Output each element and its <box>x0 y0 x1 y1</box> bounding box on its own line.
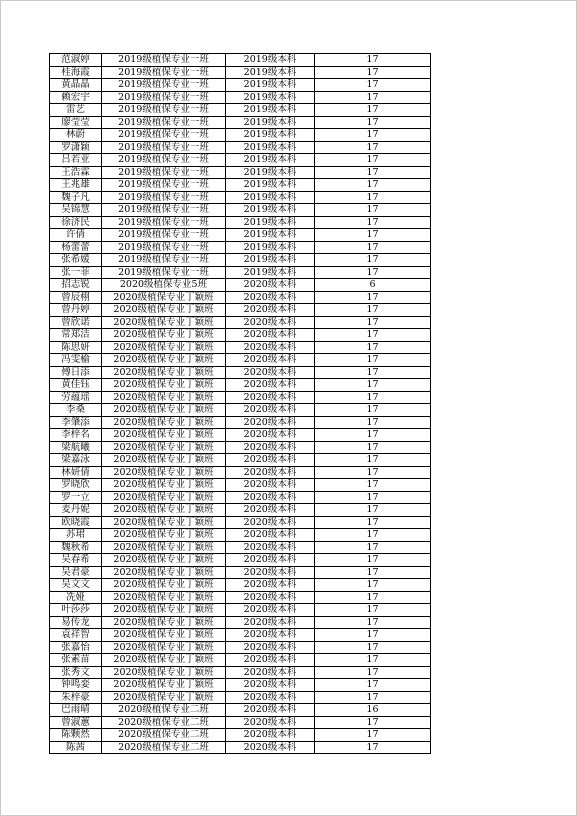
table-row <box>50 741 431 754</box>
grade-cell: 2019级本科 <box>226 241 315 254</box>
class-cell: 2020级植保专业丁颖班 <box>102 641 226 654</box>
class-cell: 2020级植保专业丁颖班 <box>102 454 226 467</box>
grade-cell: 2020级本科 <box>226 504 315 517</box>
class-cell: 2019级植保专业一班 <box>102 266 226 279</box>
class-cell: 2019级植保专业一班 <box>102 66 226 79</box>
table-row <box>50 179 431 192</box>
count-cell: 17 <box>315 179 431 192</box>
count-cell: 17 <box>315 541 431 554</box>
count-cell: 17 <box>315 591 431 604</box>
table-row <box>50 416 431 429</box>
grade-cell: 2020级本科 <box>226 491 315 504</box>
grade-cell: 2019级本科 <box>226 154 315 167</box>
table-row <box>50 454 431 467</box>
grade-cell: 2020级本科 <box>226 316 315 329</box>
grade-cell: 2019级本科 <box>226 116 315 129</box>
table-row <box>50 191 431 204</box>
name-cell: 黄晶晶 <box>50 79 102 92</box>
name-cell: 劳蕴瑶 <box>50 391 102 404</box>
count-cell: 17 <box>315 154 431 167</box>
count-cell: 17 <box>315 566 431 579</box>
table-row <box>50 691 431 704</box>
grade-cell: 2020级本科 <box>226 604 315 617</box>
count-cell: 17 <box>315 266 431 279</box>
grade-cell: 2020级本科 <box>226 516 315 529</box>
grade-cell: 2019级本科 <box>226 229 315 242</box>
name-cell: 梁嘉泳 <box>50 454 102 467</box>
name-cell: 曾丹婷 <box>50 304 102 317</box>
name-cell: 朱梓豪 <box>50 691 102 704</box>
name-cell: 王兆雄 <box>50 179 102 192</box>
grade-cell: 2020级本科 <box>226 379 315 392</box>
name-cell: 廖莹莹 <box>50 116 102 129</box>
grade-cell: 2020级本科 <box>226 329 315 342</box>
grade-cell: 2020级本科 <box>226 429 315 442</box>
name-cell: 曾辰栩 <box>50 291 102 304</box>
grade-cell: 2020级本科 <box>226 441 315 454</box>
class-cell: 2020级植保专业丁颖班 <box>102 354 226 367</box>
grade-cell: 2020级本科 <box>226 416 315 429</box>
name-cell: 许倩 <box>50 229 102 242</box>
grade-cell: 2020级本科 <box>226 479 315 492</box>
count-cell: 17 <box>315 66 431 79</box>
name-cell: 袁祥智 <box>50 629 102 642</box>
table-row <box>50 729 431 742</box>
table-row <box>50 104 431 117</box>
grade-cell: 2019级本科 <box>226 191 315 204</box>
table-row <box>50 554 431 567</box>
count-cell: 17 <box>315 216 431 229</box>
count-cell: 17 <box>315 229 431 242</box>
grade-cell: 2020级本科 <box>226 454 315 467</box>
table-row <box>50 266 431 279</box>
class-cell: 2020级植保专业二班 <box>102 704 226 717</box>
name-cell: 冯雯榆 <box>50 354 102 367</box>
grade-cell: 2020级本科 <box>226 741 315 754</box>
class-cell: 2020级植保专业丁颖班 <box>102 591 226 604</box>
table-row <box>50 129 431 142</box>
table-row <box>50 616 431 629</box>
count-cell: 17 <box>315 241 431 254</box>
table-row <box>50 541 431 554</box>
table-row <box>50 441 431 454</box>
count-cell: 17 <box>315 641 431 654</box>
count-cell: 17 <box>315 254 431 267</box>
count-cell: 17 <box>315 404 431 417</box>
count-cell: 16 <box>315 704 431 717</box>
name-cell: 张嘉怡 <box>50 641 102 654</box>
grade-cell: 2019级本科 <box>226 141 315 154</box>
name-cell: 罗晓欣 <box>50 479 102 492</box>
grade-cell: 2019级本科 <box>226 66 315 79</box>
name-cell: 张一菲 <box>50 266 102 279</box>
table-row <box>50 404 431 417</box>
table-row <box>50 429 431 442</box>
grade-cell: 2019级本科 <box>226 179 315 192</box>
class-cell: 2019级植保专业一班 <box>102 229 226 242</box>
count-cell: 17 <box>315 191 431 204</box>
table-row <box>50 329 431 342</box>
grade-cell: 2020级本科 <box>226 729 315 742</box>
class-cell: 2020级植保专业丁颖班 <box>102 541 226 554</box>
name-cell: 巴雨晴 <box>50 704 102 717</box>
grade-cell: 2020级本科 <box>226 404 315 417</box>
grade-cell: 2020级本科 <box>226 629 315 642</box>
name-cell: 吴锦慧 <box>50 204 102 217</box>
class-cell: 2020级植保专业丁颖班 <box>102 666 226 679</box>
table-row <box>50 204 431 217</box>
name-cell: 易传龙 <box>50 616 102 629</box>
table-row <box>50 116 431 129</box>
class-cell: 2019级植保专业一班 <box>102 154 226 167</box>
name-cell: 范淑婷 <box>50 54 102 67</box>
grade-cell: 2020级本科 <box>226 354 315 367</box>
class-cell: 2019级植保专业一班 <box>102 129 226 142</box>
table-row <box>50 391 431 404</box>
table-row <box>50 466 431 479</box>
table-row <box>50 629 431 642</box>
count-cell: 17 <box>315 579 431 592</box>
grade-cell: 2020级本科 <box>226 391 315 404</box>
table-row <box>50 704 431 717</box>
grade-cell: 2019级本科 <box>226 91 315 104</box>
table-row <box>50 79 431 92</box>
count-cell: 17 <box>315 354 431 367</box>
roster-table <box>49 53 431 754</box>
grade-cell: 2020级本科 <box>226 304 315 317</box>
name-cell: 钟鸣娈 <box>50 679 102 692</box>
count-cell: 17 <box>315 741 431 754</box>
count-cell: 17 <box>315 141 431 154</box>
name-cell: 叶莎莎 <box>50 604 102 617</box>
name-cell: 张希媛 <box>50 254 102 267</box>
count-cell: 17 <box>315 554 431 567</box>
class-cell: 2020级植保专业丁颖班 <box>102 341 226 354</box>
count-cell: 17 <box>315 304 431 317</box>
grade-cell: 2019级本科 <box>226 104 315 117</box>
table-row <box>50 591 431 604</box>
class-cell: 2020级植保专业丁颖班 <box>102 579 226 592</box>
table-row <box>50 716 431 729</box>
grade-cell: 2020级本科 <box>226 466 315 479</box>
table-row <box>50 641 431 654</box>
table-row <box>50 491 431 504</box>
table-row <box>50 304 431 317</box>
grade-cell: 2019级本科 <box>226 166 315 179</box>
name-cell: 傅日添 <box>50 366 102 379</box>
count-cell: 17 <box>315 116 431 129</box>
name-cell: 罗潇颖 <box>50 141 102 154</box>
table-row <box>50 654 431 667</box>
count-cell: 17 <box>315 166 431 179</box>
count-cell: 17 <box>315 654 431 667</box>
count-cell: 17 <box>315 129 431 142</box>
count-cell: 17 <box>315 629 431 642</box>
name-cell: 李肇添 <box>50 416 102 429</box>
table-row <box>50 316 431 329</box>
name-cell: 罗一立 <box>50 491 102 504</box>
grade-cell: 2020级本科 <box>226 341 315 354</box>
name-cell: 吕若亚 <box>50 154 102 167</box>
class-cell: 2019级植保专业一班 <box>102 216 226 229</box>
table-row <box>50 54 431 67</box>
class-cell: 2020级植保专业二班 <box>102 716 226 729</box>
count-cell: 17 <box>315 429 431 442</box>
name-cell: 魏子凡 <box>50 191 102 204</box>
class-cell: 2020级植保专业丁颖班 <box>102 566 226 579</box>
grade-cell: 2020级本科 <box>226 529 315 542</box>
count-cell: 17 <box>315 729 431 742</box>
class-cell: 2020级植保专业丁颖班 <box>102 691 226 704</box>
name-cell: 杨蕾蕾 <box>50 241 102 254</box>
grade-cell: 2020级本科 <box>226 654 315 667</box>
class-cell: 2019级植保专业一班 <box>102 104 226 117</box>
name-cell: 雷艺 <box>50 104 102 117</box>
class-cell: 2020级植保专业丁颖班 <box>102 366 226 379</box>
table-row <box>50 566 431 579</box>
name-cell: 李桑 <box>50 404 102 417</box>
table-row <box>50 66 431 79</box>
name-cell: 林妍倩 <box>50 466 102 479</box>
count-cell: 17 <box>315 516 431 529</box>
class-cell: 2020级植保专业丁颖班 <box>102 429 226 442</box>
count-cell: 17 <box>315 441 431 454</box>
roster-table-body <box>50 54 431 754</box>
class-cell: 2020级植保专业丁颖班 <box>102 304 226 317</box>
class-cell: 2019级植保专业一班 <box>102 54 226 67</box>
grade-cell: 2020级本科 <box>226 679 315 692</box>
table-row <box>50 166 431 179</box>
count-cell: 17 <box>315 291 431 304</box>
name-cell: 吴春希 <box>50 554 102 567</box>
name-cell: 黄佳钰 <box>50 379 102 392</box>
name-cell: 冼娅 <box>50 591 102 604</box>
grade-cell: 2019级本科 <box>226 216 315 229</box>
count-cell: 17 <box>315 679 431 692</box>
name-cell: 李梓名 <box>50 429 102 442</box>
count-cell: 17 <box>315 604 431 617</box>
name-cell: 魏秋希 <box>50 541 102 554</box>
name-cell: 林蔚 <box>50 129 102 142</box>
table-row <box>50 279 431 292</box>
count-cell: 17 <box>315 616 431 629</box>
grade-cell: 2020级本科 <box>226 691 315 704</box>
name-cell: 陈茜 <box>50 741 102 754</box>
table-row <box>50 379 431 392</box>
name-cell: 欧晓霞 <box>50 516 102 529</box>
table-row <box>50 154 431 167</box>
table-row <box>50 679 431 692</box>
count-cell: 17 <box>315 391 431 404</box>
count-cell: 17 <box>315 479 431 492</box>
grade-cell: 2019级本科 <box>226 254 315 267</box>
class-cell: 2020级植保专业丁颖班 <box>102 554 226 567</box>
count-cell: 17 <box>315 504 431 517</box>
grade-cell: 2020级本科 <box>226 616 315 629</box>
table-row <box>50 579 431 592</box>
class-cell: 2019级植保专业一班 <box>102 254 226 267</box>
table-row <box>50 254 431 267</box>
name-cell: 徐济民 <box>50 216 102 229</box>
grade-cell: 2019级本科 <box>226 129 315 142</box>
name-cell: 陈颗然 <box>50 729 102 742</box>
name-cell: 梁航曦 <box>50 441 102 454</box>
grade-cell: 2020级本科 <box>226 591 315 604</box>
table-row <box>50 241 431 254</box>
class-cell: 2019级植保专业一班 <box>102 191 226 204</box>
grade-cell: 2019级本科 <box>226 54 315 67</box>
class-cell: 2020级植保专业丁颖班 <box>102 629 226 642</box>
class-cell: 2020级植保专业丁颖班 <box>102 329 226 342</box>
name-cell: 吴文文 <box>50 579 102 592</box>
count-cell: 17 <box>315 529 431 542</box>
name-cell: 张素苗 <box>50 654 102 667</box>
class-cell: 2020级植保专业丁颖班 <box>102 616 226 629</box>
class-cell: 2020级植保专业丁颖班 <box>102 391 226 404</box>
class-cell: 2020级植保专业丁颖班 <box>102 466 226 479</box>
name-cell: 赖宏宇 <box>50 91 102 104</box>
grade-cell: 2020级本科 <box>226 279 315 292</box>
class-cell: 2020级植保专业丁颖班 <box>102 404 226 417</box>
class-cell: 2020级植保专业丁颖班 <box>102 504 226 517</box>
class-cell: 2019级植保专业一班 <box>102 91 226 104</box>
name-cell: 曾淑蕙 <box>50 716 102 729</box>
count-cell: 17 <box>315 466 431 479</box>
class-cell: 2020级植保专业丁颖班 <box>102 379 226 392</box>
count-cell: 17 <box>315 666 431 679</box>
count-cell: 17 <box>315 454 431 467</box>
class-cell: 2019级植保专业一班 <box>102 79 226 92</box>
name-cell: 桂海霞 <box>50 66 102 79</box>
grade-cell: 2020级本科 <box>226 716 315 729</box>
class-cell: 2019级植保专业一班 <box>102 141 226 154</box>
class-cell: 2020级植保专业二班 <box>102 741 226 754</box>
class-cell: 2020级植保专业丁颖班 <box>102 479 226 492</box>
count-cell: 17 <box>315 491 431 504</box>
grade-cell: 2020级本科 <box>226 554 315 567</box>
class-cell: 2019级植保专业一班 <box>102 116 226 129</box>
count-cell: 17 <box>315 79 431 92</box>
count-cell: 6 <box>315 279 431 292</box>
count-cell: 17 <box>315 54 431 67</box>
class-cell: 2019级植保专业一班 <box>102 166 226 179</box>
table-row <box>50 91 431 104</box>
class-cell: 2020级植保专业丁颖班 <box>102 441 226 454</box>
class-cell: 2020级植保专业丁颖班 <box>102 491 226 504</box>
class-cell: 2019级植保专业一班 <box>102 204 226 217</box>
count-cell: 17 <box>315 379 431 392</box>
name-cell: 陈思妍 <box>50 341 102 354</box>
count-cell: 17 <box>315 416 431 429</box>
name-cell: 常郑洁 <box>50 329 102 342</box>
grade-cell: 2019级本科 <box>226 266 315 279</box>
table-row <box>50 666 431 679</box>
table-row <box>50 529 431 542</box>
count-cell: 17 <box>315 104 431 117</box>
grade-cell: 2020级本科 <box>226 579 315 592</box>
name-cell: 苏珺 <box>50 529 102 542</box>
class-cell: 2020级植保专业丁颖班 <box>102 529 226 542</box>
name-cell: 麦丹妮 <box>50 504 102 517</box>
class-cell: 2020级植保专业丁颖班 <box>102 416 226 429</box>
grade-cell: 2020级本科 <box>226 566 315 579</box>
class-cell: 2020级植保专业丁颖班 <box>102 604 226 617</box>
table-row <box>50 291 431 304</box>
grade-cell: 2020级本科 <box>226 366 315 379</box>
table-row <box>50 341 431 354</box>
name-cell: 曾欣诺 <box>50 316 102 329</box>
grade-cell: 2020级本科 <box>226 641 315 654</box>
grade-cell: 2019级本科 <box>226 204 315 217</box>
table-row <box>50 504 431 517</box>
table-row <box>50 516 431 529</box>
name-cell: 王浩霖 <box>50 166 102 179</box>
class-cell: 2020级植保专业丁颖班 <box>102 316 226 329</box>
count-cell: 17 <box>315 91 431 104</box>
grade-cell: 2020级本科 <box>226 666 315 679</box>
count-cell: 17 <box>315 204 431 217</box>
table-row <box>50 604 431 617</box>
count-cell: 17 <box>315 716 431 729</box>
grade-cell: 2019级本科 <box>226 79 315 92</box>
count-cell: 17 <box>315 691 431 704</box>
table-row <box>50 216 431 229</box>
table-row <box>50 366 431 379</box>
class-cell: 2020级植保专业丁颖班 <box>102 679 226 692</box>
name-cell: 吴君豪 <box>50 566 102 579</box>
count-cell: 17 <box>315 316 431 329</box>
count-cell: 17 <box>315 329 431 342</box>
table-row <box>50 141 431 154</box>
name-cell: 招志锐 <box>50 279 102 292</box>
table-row <box>50 354 431 367</box>
class-cell: 2019级植保专业一班 <box>102 179 226 192</box>
name-cell: 张秀文 <box>50 666 102 679</box>
class-cell: 2020级植保专业丁颖班 <box>102 516 226 529</box>
table-row <box>50 229 431 242</box>
grade-cell: 2020级本科 <box>226 541 315 554</box>
count-cell: 17 <box>315 341 431 354</box>
class-cell: 2020级植保专业5班 <box>102 279 226 292</box>
class-cell: 2020级植保专业二班 <box>102 729 226 742</box>
grade-cell: 2020级本科 <box>226 291 315 304</box>
class-cell: 2019级植保专业一班 <box>102 241 226 254</box>
class-cell: 2020级植保专业丁颖班 <box>102 654 226 667</box>
count-cell: 17 <box>315 366 431 379</box>
table-row <box>50 479 431 492</box>
class-cell: 2020级植保专业丁颖班 <box>102 291 226 304</box>
grade-cell: 2020级本科 <box>226 704 315 717</box>
